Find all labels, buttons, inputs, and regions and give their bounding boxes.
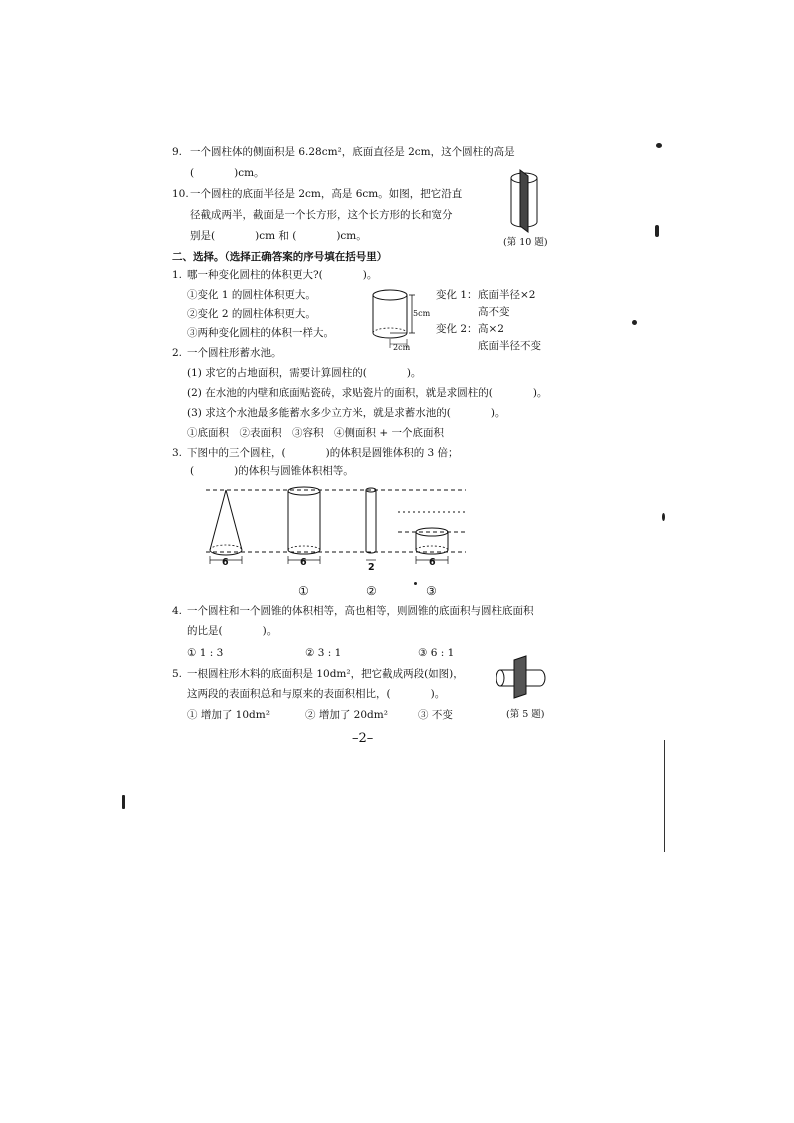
q10-line1: 一个圆柱的底面半径是 2cm，高是 6cm。如图，把它沿直 — [190, 188, 463, 200]
q9-line1: 一个圆柱体的侧面积是 6.28cm²，底面直径是 2cm，这个圆柱的高是 — [190, 146, 515, 158]
s2-part-2: (2) 在水池的内壁和底面贴瓷砖，求贴瓷片的面积，就是求圆柱的( )。 — [187, 387, 548, 399]
q9-line2: ( )cm。 — [190, 167, 265, 179]
s3-cone-diameter-label: 6 — [222, 557, 229, 568]
s1-stem: 哪一种变化圆柱的体积更大?( )。 — [187, 269, 378, 281]
s2-number: 2. — [172, 347, 183, 359]
s2-stem: 一个圆柱形蓄水池。 — [187, 347, 282, 359]
scan-speck — [662, 513, 665, 521]
s4-line2: 的比是( )。 — [187, 625, 278, 637]
s1-change-1-height: 高不变 — [478, 306, 510, 318]
s1-height-label: 5cm — [413, 309, 431, 318]
s5-caption: (第 5 题) — [506, 709, 545, 720]
s3-cone — [210, 490, 242, 564]
s3-cylinder-1 — [288, 487, 320, 564]
scan-speck — [632, 320, 637, 325]
s4-option-1: ① 1 : 3 — [187, 647, 224, 659]
s3-cylinder-1-diameter-label: 6 — [300, 557, 307, 568]
q10-number: 10. — [172, 188, 189, 200]
s3-mark-1: ① — [298, 584, 309, 598]
q10-cut-cylinder-figure — [500, 168, 548, 234]
s5-option-3: ③ 不变 — [418, 709, 453, 721]
scan-speck — [414, 582, 417, 585]
s5-line2: 这两段的表面积总和与原来的表面积相比，( )。 — [187, 688, 446, 700]
s2-part-1: (1) 求它的占地面积，需要计算圆柱的( )。 — [187, 367, 422, 379]
s4-option-3: ③ 6 : 1 — [418, 647, 455, 659]
s1-radius-label: 2cm — [393, 343, 411, 352]
s1-number: 1. — [172, 269, 183, 281]
s3-number: 3. — [172, 447, 183, 459]
q10-line2: 径截成两半，截面是一个长方形，这个长方形的长和宽分 — [190, 209, 453, 221]
s3-stem-1: 下图中的三个圆柱，( )的体积是圆锥体积的 3 倍； — [187, 447, 459, 459]
s1-change-1-label: 变化 1： — [436, 289, 478, 301]
s1-change-2-label: 变化 2： — [436, 323, 478, 335]
s3-cylinder-3-diameter-label: 6 — [429, 557, 436, 568]
s1-change-2-radius: 底面半径不变 — [478, 340, 541, 352]
scan-edge-line — [664, 740, 665, 852]
q10-line3: 别是( )cm 和 ( )cm。 — [190, 230, 367, 242]
s3-stem-2: ( )的体积与圆锥体积相等。 — [190, 465, 354, 477]
s1-change-1-radius: 底面半径×2 — [478, 289, 536, 301]
s3-mark-3: ③ — [426, 584, 437, 598]
q10-caption: (第 10 题) — [503, 237, 548, 248]
q9-number: 9. — [172, 146, 183, 158]
s3-cylinder-2 — [366, 488, 376, 560]
scan-speck — [656, 143, 662, 148]
s2-part-3: (3) 求这个水池最多能蓄水多少立方米，就是求蓄水池的( )。 — [187, 407, 506, 419]
s5-option-2: ② 增加了 20dm² — [305, 709, 388, 721]
s1-change-2-height: 高×2 — [478, 323, 504, 335]
section-2-title: 二、选择。（选择正确答案的序号填在括号里） — [172, 251, 388, 263]
s2-options: ①底面积 ②表面积 ③容积 ④侧面积 + 一个底面积 — [187, 427, 444, 439]
s4-number: 4. — [172, 605, 183, 617]
s5-number: 5. — [172, 668, 183, 680]
s4-option-2: ② 3 : 1 — [305, 647, 342, 659]
s4-line1: 一个圆柱和一个圆锥的体积相等，高也相等，则圆锥的底面积与圆柱底面积 — [187, 605, 534, 617]
s1-option-3: ③两种变化圆柱的体积一样大。 — [187, 327, 334, 339]
s3-mark-2: ② — [366, 584, 377, 598]
scan-speck — [122, 795, 125, 809]
page-number: –2– — [352, 731, 374, 746]
s1-option-1: ①变化 1 的圆柱体积更大。 — [187, 289, 316, 301]
s1-option-2: ②变化 2 的圆柱体积更大。 — [187, 308, 316, 320]
s3-cylinder-2-diameter-label: 2 — [368, 562, 375, 573]
s5-cut-log-figure — [496, 654, 548, 700]
scan-speck — [655, 225, 659, 237]
s5-line1: 一根圆柱形木料的底面积是 10dm²，把它截成两段(如图)， — [187, 668, 464, 680]
s5-option-1: ① 增加了 10dm² — [187, 709, 270, 721]
